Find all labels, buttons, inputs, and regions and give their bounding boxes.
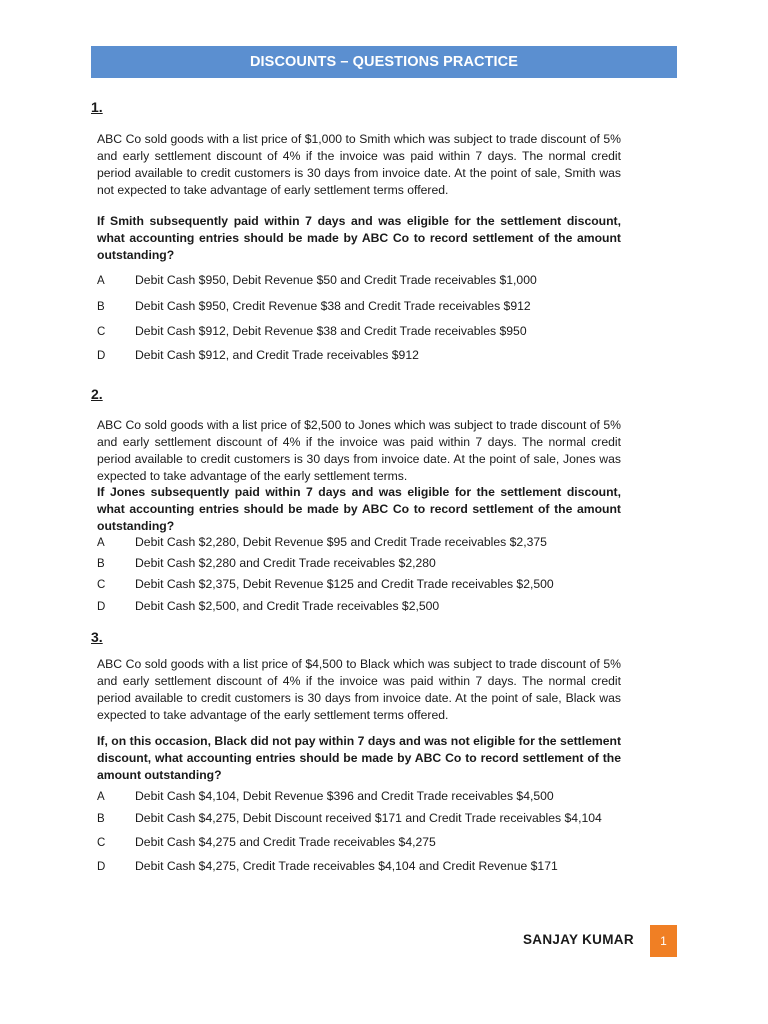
question-1-option-b: B Debit Cash $950, Credit Revenue $38 and Credit Trade receivables $912	[97, 299, 531, 313]
question-1-prompt: If Smith subsequently paid within 7 days and was eligible for the settlement discount, what accounting entries should be made by ABC Co to record settlement of the amount outstanding?	[97, 214, 621, 262]
question-2-number: 2.	[91, 386, 103, 402]
question-1-option-a: A Debit Cash $950, Debit Revenue $50 and Credit Trade receivables $1,000	[97, 273, 537, 287]
question-2-prompt: If Jones subsequently paid within 7 days and was eligible for the settlement discount, what accounting entries should be made by ABC Co to record settlement of the amount outstanding?	[97, 485, 621, 533]
page-number: 1	[660, 934, 667, 948]
question-3-stem: ABC Co sold goods with a list price of $4,500 to Black which was subject to trade discount of 5% and early settlement discount of 4% if the invoice was paid within 7 days. The normal credit period available to credit customers is 30 days from invoice date. At the point of sale, Black was expected to take advantage of the early settlement terms offered.	[97, 657, 621, 722]
question-1-option-d: D Debit Cash $912, and Credit Trade receivables $912	[97, 348, 419, 362]
question-2-option-d: D Debit Cash $2,500, and Credit Trade receivables $2,500	[97, 599, 440, 613]
footer-author: SANJAY KUMAR	[523, 932, 634, 947]
question-3-number: 3.	[91, 629, 103, 645]
page-title: DISCOUNTS – QUESTIONS PRACTICE	[249, 54, 519, 70]
question-2-stem: ABC Co sold goods with a list price of $2,500 to Jones which was subject to trade discount of 5% and early settlement discount of 4% if the invoice was paid within 7 days. The normal credit period available to credit customers is 30 days from invoice date. At the point of sale, Jones was expected to take advantage of the early settlement terms.	[97, 418, 621, 483]
question-1-stem: ABC Co sold goods with a list price of $1,000 to Smith which was subject to trade discount of 5% and early settlement discount of 4% if the invoice was paid within 7 days. The normal credit period available to credit customers is 30 days from invoice date. At the point of sale, Smith was not expected to take advantage of early settlement terms offered.	[97, 132, 621, 197]
question-2-option-b: B Debit Cash $2,280 and Credit Trade receivables $2,280	[97, 556, 436, 570]
page-title-banner	[91, 46, 677, 78]
question-2-option-a: A Debit Cash $2,280, Debit Revenue $95 and Credit Trade receivables $2,375	[97, 535, 547, 549]
question-3-option-d: D Debit Cash $4,275, Credit Trade receivables $4,104 and Credit Revenue $171	[97, 859, 558, 873]
page-number-badge	[650, 925, 677, 957]
question-1-option-c: C Debit Cash $912, Debit Revenue $38 and Credit Trade receivables $950	[97, 324, 527, 338]
question-3-option-b: B Debit Cash $4,275, Debit Discount received $171 and Credit Trade receivables $4,104	[97, 811, 602, 825]
question-2-option-c: C Debit Cash $2,375, Debit Revenue $125 and Credit Trade receivables $2,500	[97, 577, 554, 591]
question-1-number: 1.	[91, 99, 103, 115]
question-3-option-a: A Debit Cash $4,104, Debit Revenue $396 and Credit Trade receivables $4,500	[97, 789, 554, 803]
question-3-prompt: If, on this occasion, Black did not pay within 7 days and was not eligible for the settlement discount, what accounting entries should be made by ABC Co to record settlement of the amount outstanding?	[97, 734, 621, 782]
question-3-option-c: C Debit Cash $4,275 and Credit Trade receivables $4,275	[97, 835, 436, 849]
